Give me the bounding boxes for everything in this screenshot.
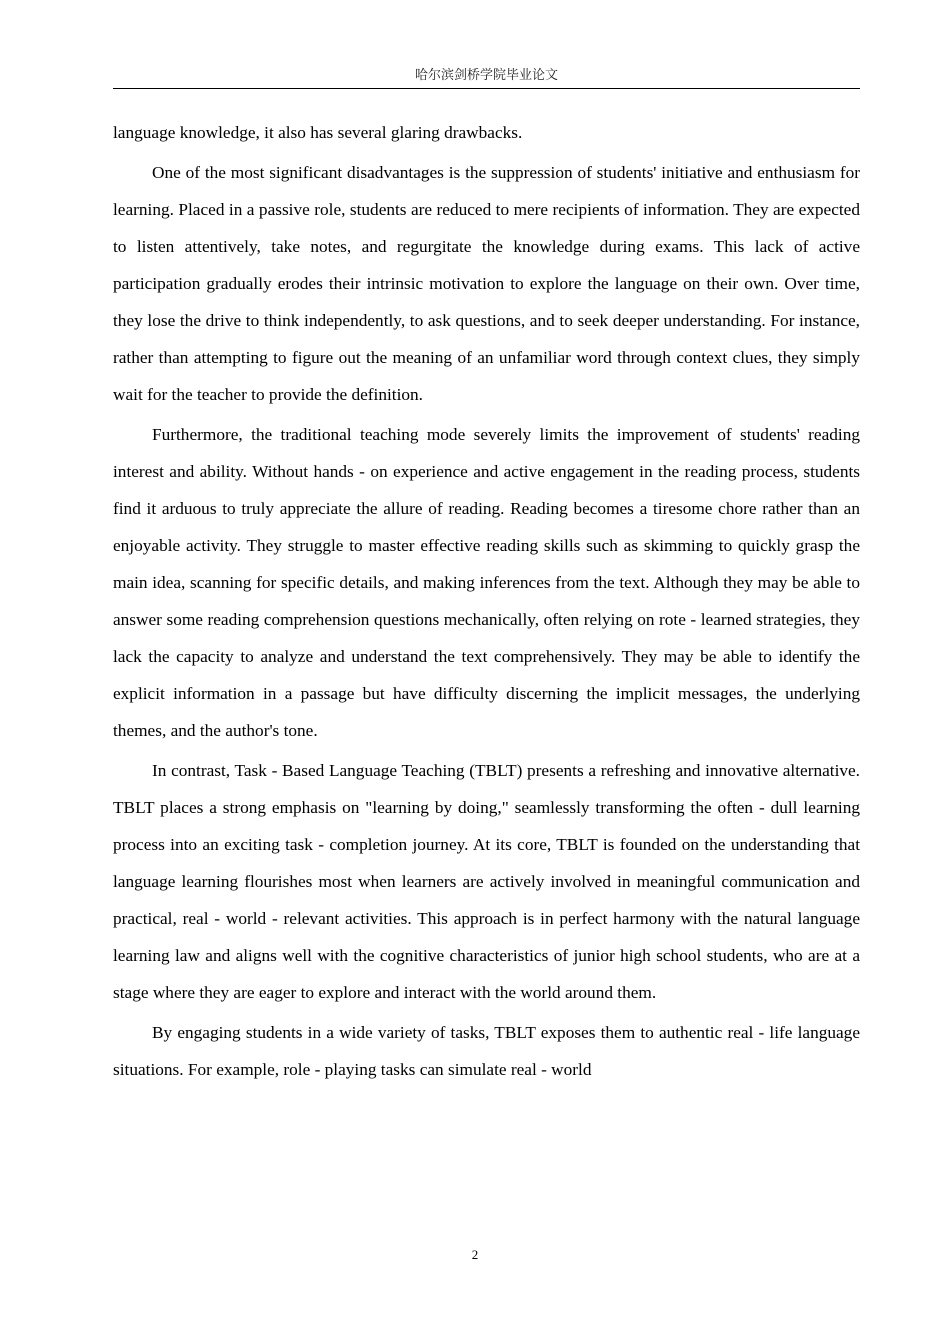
page-number: 2 — [471, 1247, 479, 1262]
paragraph: In contrast, Task - Based Language Teaching (TBLT) presents a refreshing and innovative alternative. TBLT places a strong emphasis on "learning by doing," seamlessly transforming the often - dull learning process into an exciting task - completion journey. At its core, TBLT is founded on the understanding that language learning flourishes most when learners are actively involved in meaningful communication and practical, real - world - relevant activities. This approach is in perfect harmony with the natural language learning law and aligns well with the cognitive characteristics of junior high school students, who are at a stage where they are eager to explore and interact with the world around them. — [113, 761, 860, 1002]
body-text — [113, 114, 860, 1091]
paragraph: One of the most significant disadvantages is the suppression of students' initiative and enthusiasm for learning. Placed in a passive role, students are reduced to mere recipients of information. They are expected to listen attentively, take notes, and regurgitate the knowledge during exams. This lack of active participation gradually erodes their intrinsic motivation to explore the language on their own. Over time, they lose the drive to think independently, to ask questions, and to seek deeper understanding. For instance, rather than attempting to figure out the meaning of an unfamiliar word through context clues, they simply wait for the teacher to provide the definition. — [113, 163, 860, 404]
paragraph: Furthermore, the traditional teaching mode severely limits the improvement of students' reading interest and ability. Without hands - on experience and active engagement in the reading process, students find it arduous to truly appreciate the allure of reading. Reading becomes a tiresome chore rather than an enjoyable activity. They struggle to master effective reading skills such as skimming to quickly grasp the main idea, scanning for specific details, and making inferences from the text. Although they may be able to answer some reading comprehension questions mechanically, often relying on rote - learned strategies, they lack the capacity to analyze and understand the text comprehensively. They may be able to identify the explicit information in a passage but have difficulty discerning the implicit messages, the underlying themes, and the author's tone. — [113, 425, 860, 740]
paragraph-continuation: language knowledge, it also has several glaring drawbacks. — [113, 123, 523, 142]
page-header: 哈尔滨剑桥学院毕业论文 — [113, 66, 860, 89]
paragraph: By engaging students in a wide variety of tasks, TBLT exposes them to authentic real - life language situations. For example, role - playing tasks can simulate real - world — [113, 1023, 860, 1079]
